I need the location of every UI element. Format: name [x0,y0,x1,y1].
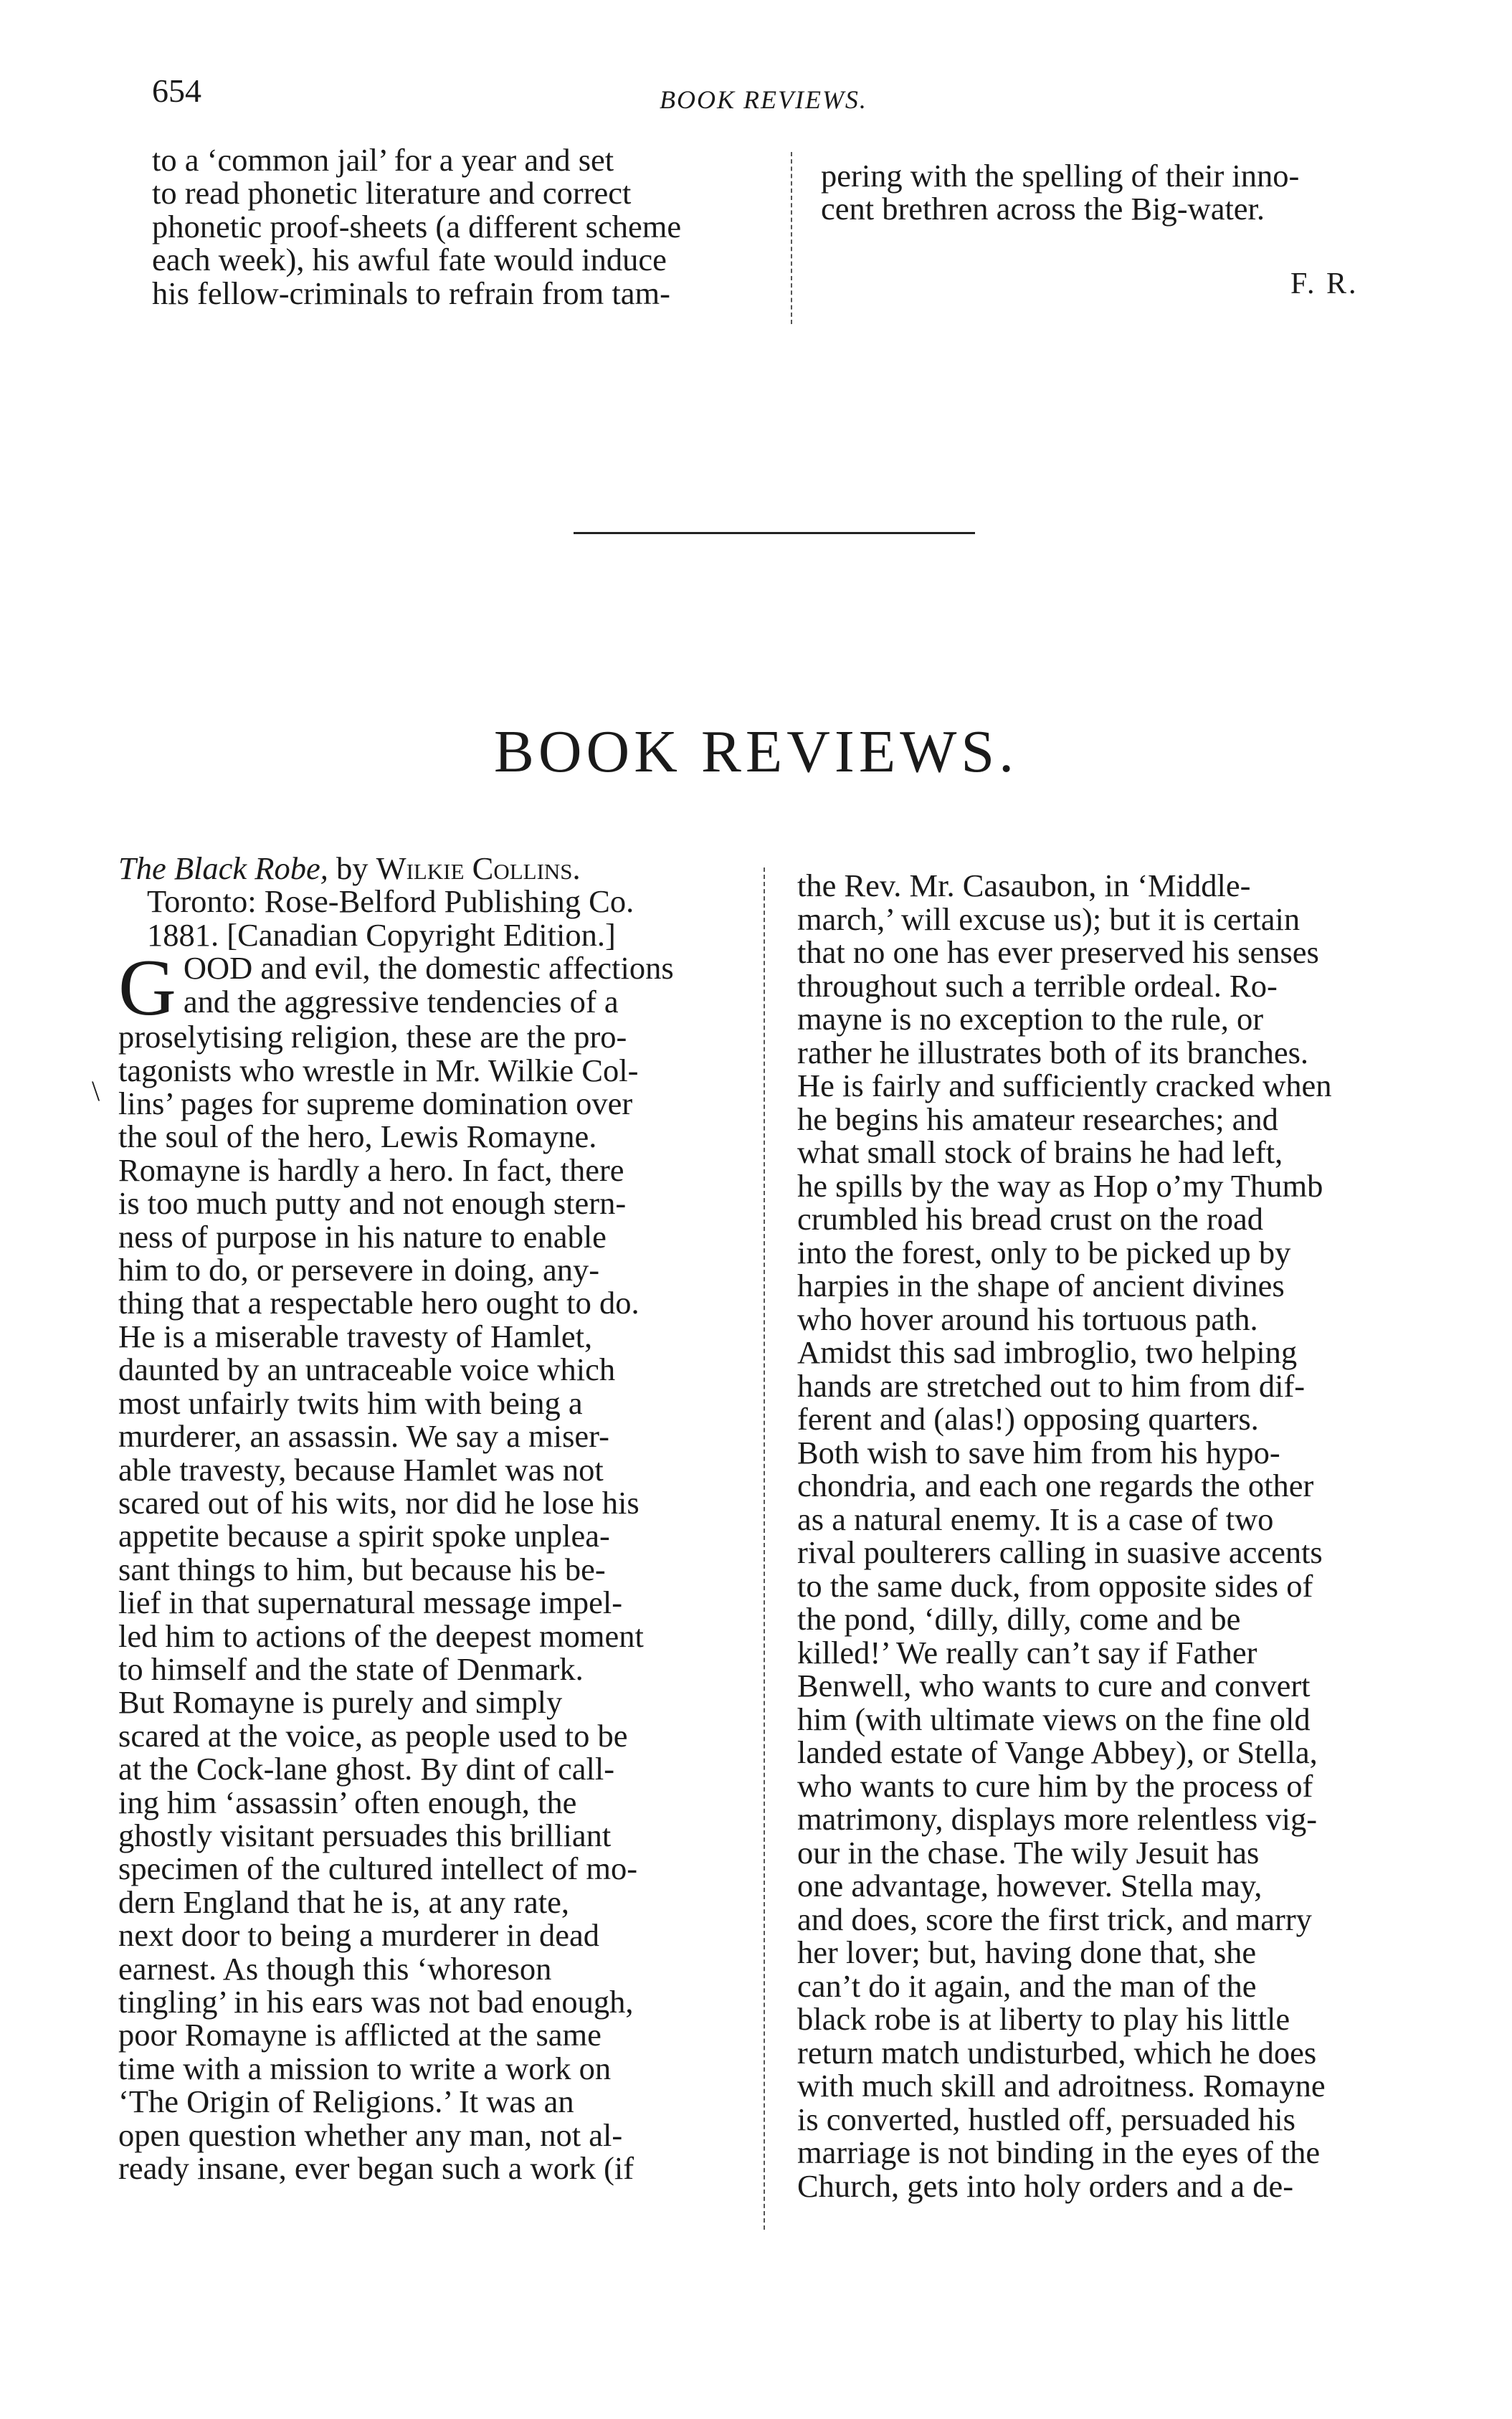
text-line: as a natural enemy. It is a case of two [797,1501,1274,1537]
review-left-body [118,1020,749,2185]
book-title: The Black Robe, [118,850,328,886]
text-line: and the aggressive tendencies of a [183,983,619,1020]
text-line: scared at the voice, as people used to be [118,1717,628,1754]
text-line: ghostly visitant persuades this brilliant [118,1817,612,1853]
text-line: our in the chase. The wily Jesuit has [797,1834,1260,1871]
text-line: sant things to him, but because his be- [118,1551,606,1587]
text-line: with much skill and adroitness. Romayne [797,2068,1326,2104]
previous-review-left-column [152,143,761,310]
text-line: daunted by an untraceable voice which [118,1351,616,1388]
text-line: rival poulterers calling in suasive accents [797,1534,1323,1570]
stray-mark: \ [92,1075,100,1107]
text-line: appetite because a spirit spoke unplea- [118,1518,610,1554]
text-line: the Rev. Mr. Casaubon, in ‘Middle- [797,868,1251,903]
text-line: to a ‘common jail’ for a year and set [152,142,614,178]
text-line: ferent and (alas!) opposing quarters. [797,1401,1259,1437]
text-line: can’t do it again, and the man of the [797,1967,1257,2004]
text-line: specimen of the cultured intellect of mo- [118,1850,638,1887]
review-left-column [118,852,749,2185]
text-line: the soul of the hero, Lewis Romayne. [118,1118,597,1155]
citation-line: Toronto: Rose-Belford Publishing Co. [147,883,634,920]
text-line: the pond, ‘dilly, dilly, come and be [797,1601,1241,1637]
text-line: phonetic proof-sheets (a different scheme [152,208,682,244]
citation-line: 1881. [Canadian Copyright Edition.] [147,916,616,953]
text-line: Amidst this sad imbroglio, two helping [797,1334,1298,1370]
text-line: ness of purpose in his nature to enable [118,1218,607,1255]
section-separator-rule [574,532,975,534]
text-line: and does, score the first trick, and marry [797,1901,1312,1937]
text-line: who hover around his tortuous path. [797,1301,1258,1337]
citation-line: The Black Robe, by Wilkie Collins. [118,850,581,886]
text-line: crumbled his bread crust on the road [797,1201,1263,1237]
text-line: next door to being a murderer in dead [118,1917,599,1954]
text-line: He is fairly and sufficiently cracked when [797,1068,1332,1103]
text-line: killed!’ We really can’t say if Father [797,1634,1257,1671]
text-line: is converted, hustled off, persuaded his [797,2101,1295,2137]
text-line: each week), his awful fate would induce [152,242,667,278]
text-line: march,’ will excuse us); but it is certain [797,900,1301,937]
text-line: marriage is not binding in the eyes of the [797,2134,1321,2170]
text-line: dern England that he is, at any rate, [118,1883,569,1920]
previous-review-right-column [821,159,1430,226]
review-right-column [797,869,1428,2202]
drop-cap: G [118,944,176,1033]
text-line: him to do, or persevere in doing, any- [118,1252,600,1288]
text-line: her lover; but, having done that, she [797,1934,1257,1970]
text-line: to the same duck, from opposite sides of [797,1567,1313,1604]
text-line: at the Cock-lane ghost. By dint of call- [118,1751,615,1787]
book-author: Wilkie Collins. [376,850,581,886]
text-line: him (with ultimate views on the fine old [797,1701,1311,1737]
text-line: Both wish to save him from his hypo- [797,1434,1280,1470]
text-line: one advantage, however. Stella may, [797,1868,1263,1904]
page-number: 654 [152,72,201,109]
text-line: into the forest, only to be picked up by [797,1234,1291,1270]
text-line: led him to actions of the deepest moment [118,1617,644,1654]
column-divider [764,868,765,2230]
text-line: who wants to cure him by the process of [797,1767,1313,1804]
text-line: thing that a respectable hero ought to do. [118,1285,639,1321]
text-line: is too much putty and not enough stern- [118,1185,627,1222]
text-line: ‘The Origin of Religions.’ It was an [118,2083,574,2120]
reviewer-signature: F. R. [1290,267,1359,300]
text-line: lief in that supernatural message impel- [118,1584,623,1621]
text-line: he spills by the way as Hop o’my Thumb [797,1167,1323,1204]
text-line: able travesty, because Hamlet was not [118,1451,604,1488]
text-line: tingling’ in his ears was not bad enough, [118,1984,634,2020]
text-line: to himself and the state of Denmark. [118,1650,584,1687]
text-line: Romayne is hardly a hero. In fact, there [118,1151,624,1188]
text-line: matrimony, displays more relentless vig- [797,1801,1318,1837]
text-line: most unfairly twits him with being a [118,1384,583,1421]
text-line: OOD and evil, the domestic affections [183,950,674,987]
text-line: rather he illustrates both of its branches. [797,1034,1309,1070]
text-line: time with a mission to write a work on [118,2050,612,2086]
text-line: poor Romayne is afflicted at the same [118,2017,602,2053]
text-line: cent brethren across the Big-water. [821,191,1265,227]
text-line: throughout such a terrible ordeal. Ro- [797,967,1278,1004]
text-line: ing him ‘assassin’ often enough, the [118,1784,577,1820]
text-line: what small stock of brains he had left, [797,1134,1283,1170]
text-line: chondria, and each one regards the other [797,1468,1314,1503]
text-line: proselytising religion, these are the pro- [118,1019,627,1055]
text-line: he begins his amateur researches; and [797,1101,1278,1137]
text-line: earnest. As though this ‘whoreson [118,1950,552,1987]
text-line: to read phonetic literature and correct [152,175,632,212]
text-line: pering with the spelling of their inno- [821,158,1300,194]
text-line: his fellow-criminals to refrain from tam- [152,275,670,311]
text-line: Church, gets into holy orders and a de- [797,2167,1294,2204]
text-line: lins’ pages for supreme domination over [118,1085,633,1122]
text-line: Benwell, who wants to cure and convert [797,1668,1311,1703]
text-line: ready insane, ever began such a work (if [118,2150,634,2187]
text-line: landed estate of Vange Abbey), or Stella, [797,1734,1318,1770]
text-line: mayne is no exception to the rule, or [797,1001,1264,1037]
text-line: scared out of his wits, nor did he lose his [118,1484,639,1521]
column-divider [791,152,792,324]
book-citation [118,852,749,951]
text-line: open question whether any man, not al- [118,2116,623,2153]
text-line: return match undisturbed, which he does [797,2034,1317,2071]
dropcap-paragraph-start [118,944,749,1033]
text-line: He is a miserable travesty of Hamlet, [118,1318,593,1354]
running-head: BOOK REVIEWS. [660,85,867,114]
text-line: black robe is at liberty to play his little [797,2001,1290,2037]
text-line: murderer, an assassin. We say a miser- [118,1418,609,1455]
text-line: harpies in the shape of ancient divines [797,1268,1285,1303]
text-line: hands are stretched out to him from dif- [797,1367,1306,1404]
section-heading: BOOK REVIEWS. [493,718,1019,785]
text-line: But Romayne is purely and simply [118,1684,563,1721]
text-line: tagonists who wrestle in Mr. Wilkie Col- [118,1052,639,1088]
text-line: that no one has ever preserved his senses [797,934,1319,970]
